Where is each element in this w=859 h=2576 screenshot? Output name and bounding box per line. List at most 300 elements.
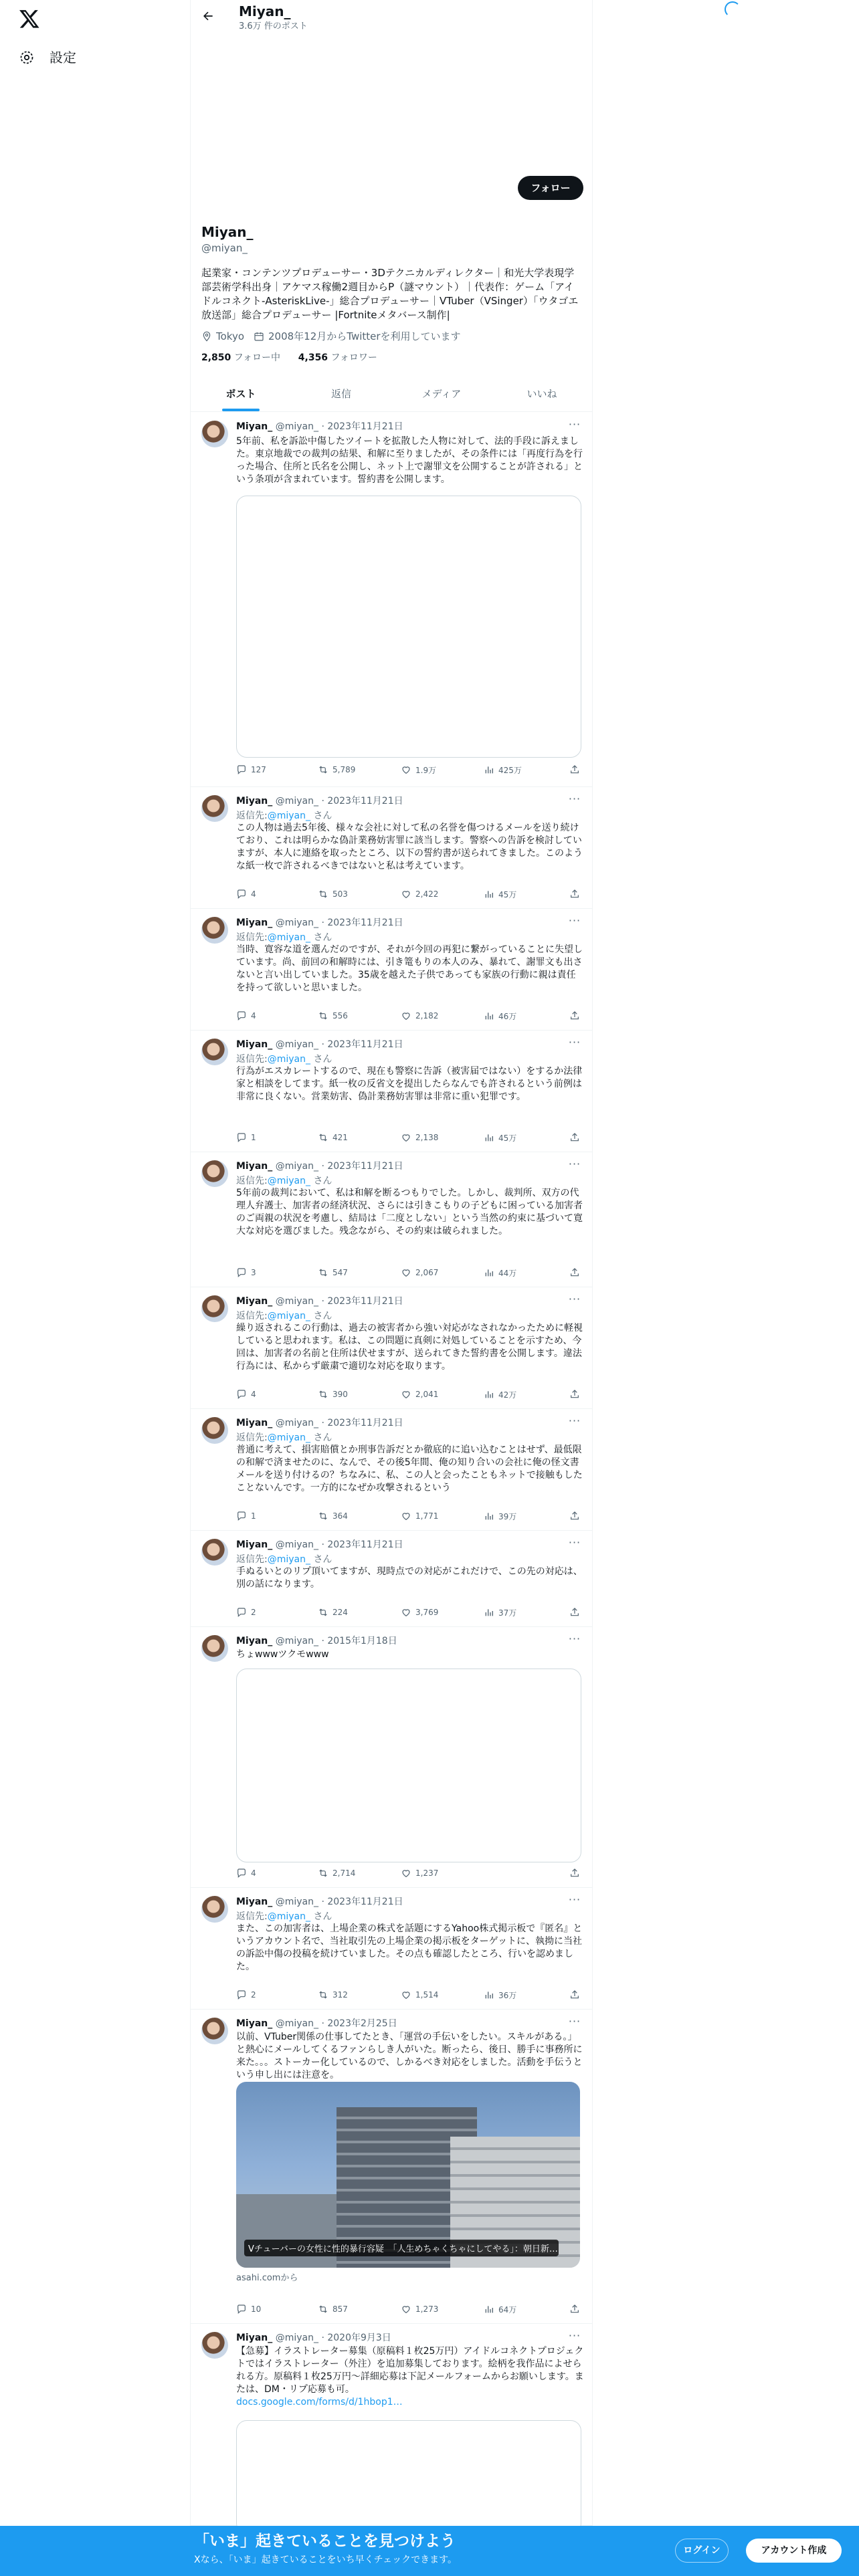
reply-context bbox=[236, 1309, 332, 1322]
heart-icon bbox=[401, 889, 411, 899]
signup-banner-title: 「いま」起きていることを見つけよう bbox=[194, 2533, 456, 2550]
retweet-icon bbox=[318, 1389, 328, 1400]
profile-header-bar bbox=[191, 0, 592, 35]
tweet-separator: · bbox=[318, 1636, 328, 1646]
reply-suffix: さん bbox=[313, 1311, 332, 1321]
share-icon bbox=[569, 1010, 580, 1021]
profile-name: Miyan_ bbox=[201, 224, 254, 240]
tweet-text: 5年前、私を訴訟中傷したツイートを拡散した人物に対して、法的手段に訴えました。東京地裁での裁判の結果、和解に至りましたが、その条件には「再度行為を行った場合、住所と氏名を公開し、ネット上で謝罪文を公開することが許される」という条項が含まれています。誓約書を公開します。 bbox=[236, 436, 583, 485]
more-options-icon[interactable]: ··· bbox=[568, 1158, 581, 1170]
reply-button[interactable] bbox=[236, 1009, 256, 1023]
like-button[interactable] bbox=[401, 1866, 438, 1880]
reply-button[interactable] bbox=[236, 763, 266, 776]
share-icon bbox=[569, 1868, 580, 1879]
tweet[interactable] bbox=[191, 1531, 592, 1627]
reply-prefix: 返信先: bbox=[236, 1176, 268, 1186]
share-icon bbox=[569, 1511, 580, 1521]
tweet-date[interactable]: 2023年11月21日 bbox=[327, 918, 403, 928]
tweet-author-handle[interactable]: @miyan_ bbox=[275, 1161, 318, 1172]
tweet-author-handle[interactable]: @miyan_ bbox=[275, 1636, 318, 1646]
link-card[interactable] bbox=[236, 2082, 581, 2269]
share-icon bbox=[569, 1607, 580, 1618]
following-count: 2,850 bbox=[201, 352, 231, 363]
heart-icon bbox=[401, 1132, 411, 1143]
reply-to-handle[interactable]: @miyan_ bbox=[267, 1311, 310, 1321]
tweet-author-handle[interactable]: @miyan_ bbox=[275, 1897, 318, 1907]
tweet-header bbox=[236, 795, 403, 807]
tweet-text: 以前、VTuber関係の仕事してたとき、「運営の手伝いをしたい。スキルがある。」と熱心にメールしてくるファンらしき人がいた。断ったら、後日、勝手に事務所に来た。。。ストーカー化しているので、しかるべき対応をしました。活動を手伝うという申し出には注意を。 bbox=[236, 2032, 583, 2080]
reply-count: 2 bbox=[251, 1608, 256, 1617]
reply-context bbox=[236, 1174, 332, 1187]
tweet-header bbox=[236, 421, 403, 433]
retweet-button[interactable] bbox=[318, 1388, 348, 1401]
share-button[interactable] bbox=[569, 1131, 584, 1144]
reply-prefix: 返信先: bbox=[236, 1554, 268, 1565]
heart-icon bbox=[401, 1990, 411, 2000]
tweet-author-name[interactable]: Miyan_ bbox=[236, 2333, 273, 2343]
retweet-count: 312 bbox=[332, 1990, 348, 2000]
avatar[interactable] bbox=[201, 421, 228, 447]
tweet[interactable] bbox=[191, 413, 592, 787]
like-button[interactable] bbox=[401, 1266, 438, 1279]
retweet-button[interactable] bbox=[318, 1606, 348, 1619]
tweet-text: 手ぬるいとのリプ頂いてますが、現時点での対応がこれだけで、この先の対応は、別の話になります。 bbox=[236, 1566, 583, 1590]
retweet-button[interactable] bbox=[318, 1131, 348, 1144]
reply-to-handle[interactable]: @miyan_ bbox=[267, 1911, 310, 1922]
like-count: 1,237 bbox=[415, 1868, 439, 1878]
tweet-separator: · bbox=[318, 2018, 328, 2029]
nav-settings-label: 設定 bbox=[50, 49, 76, 66]
tweet-author-handle[interactable]: @miyan_ bbox=[275, 1418, 318, 1428]
reply-icon bbox=[236, 1010, 247, 1021]
like-button[interactable] bbox=[401, 1388, 438, 1401]
like-count: 2,138 bbox=[415, 1133, 439, 1142]
avatar[interactable] bbox=[201, 1635, 228, 1662]
tweet-date[interactable]: 2023年11月21日 bbox=[327, 1161, 403, 1172]
tweet-author-name[interactable]: Miyan_ bbox=[236, 1296, 273, 1307]
tweet-separator: · bbox=[318, 1039, 328, 1050]
tweet-author-name[interactable]: Miyan_ bbox=[236, 2018, 273, 2029]
reply-icon bbox=[236, 1868, 247, 1879]
retweet-button[interactable] bbox=[318, 763, 355, 776]
like-button[interactable] bbox=[401, 763, 436, 776]
avatar[interactable] bbox=[201, 917, 228, 944]
following-label: フォロー中 bbox=[233, 352, 281, 363]
retweet-count: 364 bbox=[332, 1511, 348, 1521]
reply-context bbox=[236, 1909, 332, 1923]
reply-to-handle[interactable]: @miyan_ bbox=[267, 932, 310, 943]
reply-count: 1 bbox=[251, 1511, 256, 1521]
tweet-separator: · bbox=[318, 918, 328, 928]
left-nav bbox=[0, 0, 189, 2576]
share-button[interactable] bbox=[569, 887, 584, 901]
like-button[interactable] bbox=[401, 2302, 438, 2316]
more-options-icon[interactable]: ··· bbox=[568, 1036, 581, 1049]
like-count: 2,182 bbox=[415, 1011, 439, 1021]
retweet-count: 503 bbox=[332, 889, 348, 899]
followers-count: 4,356 bbox=[298, 352, 328, 363]
followers-link[interactable] bbox=[298, 352, 377, 363]
tweet-text: 5年前の裁判において、私は和解を断るつもりでした。しかし、裁判所、双方の代理人弁護士、加害者の経済状況、さらには引きこもりの子どもに困っている加害者のご両親の状況を考慮し、結局は「二度としない」という当然の約束に基づいて寛大な対応を選びました。残念ながら、その約束は破られました。 bbox=[236, 1188, 583, 1237]
retweet-button[interactable] bbox=[318, 1988, 348, 2002]
view-count: 64万 bbox=[498, 2304, 517, 2315]
reply-button[interactable] bbox=[236, 887, 256, 901]
tweet-author-handle[interactable]: @miyan_ bbox=[275, 1539, 318, 1550]
tweet-author-name[interactable]: Miyan_ bbox=[236, 1039, 273, 1050]
tweet-header bbox=[236, 917, 403, 929]
tweet[interactable] bbox=[191, 1627, 592, 1888]
reply-to-handle[interactable]: @miyan_ bbox=[267, 1432, 310, 1443]
more-options-icon[interactable]: ··· bbox=[568, 1632, 581, 1645]
retweet-button[interactable] bbox=[318, 887, 348, 901]
tweet-date[interactable]: 2023年11月21日 bbox=[327, 1039, 403, 1050]
header-profile-name: Miyan_ bbox=[239, 3, 291, 19]
retweet-icon bbox=[318, 1010, 328, 1021]
more-options-icon[interactable]: ··· bbox=[568, 1536, 581, 1549]
tweet-author-name[interactable]: Miyan_ bbox=[236, 796, 273, 807]
view-count: 36万 bbox=[498, 1990, 517, 2000]
heart-icon bbox=[401, 1607, 411, 1618]
reply-to-handle[interactable]: @miyan_ bbox=[267, 811, 310, 821]
like-count: 2,422 bbox=[415, 889, 439, 899]
tweet-date[interactable]: 2023年11月21日 bbox=[327, 1418, 403, 1428]
tweet-date[interactable]: 2023年11月21日 bbox=[327, 421, 403, 432]
tweet-author-name[interactable]: Miyan_ bbox=[236, 1418, 273, 1428]
reply-icon bbox=[236, 2304, 247, 2315]
share-button[interactable] bbox=[569, 763, 584, 776]
retweet-icon bbox=[318, 1990, 328, 2000]
tweet-separator: · bbox=[318, 1539, 328, 1550]
views-button[interactable] bbox=[484, 2302, 516, 2316]
views-button[interactable] bbox=[484, 1009, 516, 1023]
reply-prefix: 返信先: bbox=[236, 932, 268, 943]
profile-joined: 2008年12月からTwitterを利用しています bbox=[268, 330, 461, 342]
header-post-count: 3.6万 件のポスト bbox=[239, 21, 308, 31]
link-card-source[interactable]: asahi.comから bbox=[236, 2273, 298, 2283]
tab-replies[interactable]: 返信 bbox=[330, 388, 351, 400]
tweet-media[interactable] bbox=[236, 2420, 581, 2534]
retweet-icon bbox=[318, 1132, 328, 1143]
share-button[interactable] bbox=[569, 1509, 584, 1523]
reply-prefix: 返信先: bbox=[236, 1432, 268, 1443]
avatar[interactable] bbox=[201, 1539, 228, 1566]
views-button[interactable] bbox=[484, 1509, 516, 1523]
tweet-actions bbox=[236, 887, 584, 901]
view-count: 45万 bbox=[498, 1133, 517, 1143]
share-icon bbox=[569, 1990, 580, 2000]
share-button[interactable] bbox=[569, 1606, 584, 1619]
tweet[interactable] bbox=[191, 787, 592, 909]
like-button[interactable] bbox=[401, 1009, 438, 1023]
reply-button[interactable] bbox=[236, 1606, 256, 1619]
reply-count: 10 bbox=[251, 2304, 262, 2314]
tab-media[interactable]: メディア bbox=[421, 388, 462, 400]
like-button[interactable] bbox=[401, 1606, 438, 1619]
retweet-count: 390 bbox=[332, 1390, 348, 1399]
tweet-text: 普通に考えて、損害賠償とか刑事告訴だとか徹底的に追い込むことはせず、最低限の和解で済ませたのに、なんで、その後5年間、俺の知り合いの会社に俺の怪文書メールを送り付けるの？ちなみに、私、この人と会ったこともネットで接触もしたことないんです。一方的になぜか攻撃されるという bbox=[236, 1444, 583, 1493]
tweet-link[interactable]: docs.google.com/forms/d/1hbop1… bbox=[236, 2397, 403, 2407]
tweet-author-handle[interactable]: @miyan_ bbox=[275, 421, 318, 432]
reply-button[interactable] bbox=[236, 1509, 256, 1523]
views-button[interactable] bbox=[484, 763, 522, 776]
main-column bbox=[190, 0, 593, 2576]
reply-count: 127 bbox=[251, 765, 266, 774]
back-arrow-icon[interactable] bbox=[201, 9, 215, 23]
following-link[interactable] bbox=[201, 352, 280, 363]
tweet-header bbox=[236, 1295, 403, 1307]
views-button[interactable] bbox=[484, 1266, 516, 1279]
tweet-author-handle[interactable]: @miyan_ bbox=[275, 796, 318, 807]
share-icon bbox=[569, 1267, 580, 1278]
share-icon bbox=[569, 1132, 580, 1143]
view-count: 46万 bbox=[498, 1011, 517, 1021]
tweet-author-name[interactable]: Miyan_ bbox=[236, 1161, 273, 1172]
tweet-separator: · bbox=[318, 796, 328, 807]
retweet-button[interactable] bbox=[318, 1509, 348, 1523]
tweet-text: 【急募】イラストレーター募集（原稿料１枚25万円）アイドルコネクトプロジェクトではイラストレーター（外注）を追加募集しております。絵柄を我作品によせられる方。原稿料１枚25万円〜詳細応募は下記メールフォームからお願いします。または、DM・リプ応募も可。 bbox=[236, 2346, 584, 2395]
avatar[interactable] bbox=[201, 1039, 228, 1065]
tweet-author-name[interactable]: Miyan_ bbox=[236, 918, 273, 928]
like-count: 1.9万 bbox=[415, 765, 437, 775]
views-button[interactable] bbox=[484, 1131, 516, 1144]
tweet-actions bbox=[236, 1388, 584, 1401]
views-button[interactable] bbox=[484, 1388, 516, 1401]
reply-button[interactable] bbox=[236, 1988, 256, 2002]
login-button[interactable]: ログイン bbox=[675, 2539, 729, 2563]
reply-icon bbox=[236, 1132, 247, 1143]
share-button[interactable] bbox=[569, 1009, 584, 1023]
tweet-media[interactable] bbox=[236, 496, 581, 758]
retweet-button[interactable] bbox=[318, 1009, 348, 1023]
tweet-separator: · bbox=[318, 1418, 328, 1428]
tweet-author-name[interactable]: Miyan_ bbox=[236, 1636, 273, 1646]
like-button[interactable] bbox=[401, 1131, 438, 1144]
reply-to-handle[interactable]: @miyan_ bbox=[267, 1554, 310, 1565]
retweet-icon bbox=[318, 764, 328, 775]
reply-icon bbox=[236, 1990, 247, 2000]
bar-chart-icon bbox=[484, 764, 494, 775]
retweet-count: 5,789 bbox=[332, 765, 356, 774]
retweet-count: 556 bbox=[332, 1011, 348, 1021]
more-options-icon[interactable]: ··· bbox=[568, 792, 581, 805]
signup-button[interactable]: アカウント作成 bbox=[746, 2539, 842, 2563]
reply-context bbox=[236, 809, 332, 822]
x-logo-icon[interactable] bbox=[19, 8, 40, 29]
more-options-icon[interactable]: ··· bbox=[568, 418, 581, 431]
tweet-actions bbox=[236, 763, 584, 776]
view-count: 45万 bbox=[498, 889, 517, 899]
tweet[interactable] bbox=[191, 2324, 592, 2526]
like-button[interactable] bbox=[401, 887, 438, 901]
follow-button[interactable]: フォロー bbox=[518, 176, 583, 200]
share-button[interactable] bbox=[569, 1388, 584, 1401]
tweet-date[interactable]: 2015年1月18日 bbox=[327, 1636, 397, 1646]
tweet-author-handle[interactable]: @miyan_ bbox=[275, 1296, 318, 1307]
tweet-header bbox=[236, 2018, 397, 2030]
tweet[interactable] bbox=[191, 1152, 592, 1287]
bar-chart-icon bbox=[484, 1132, 494, 1143]
more-options-icon[interactable]: ··· bbox=[568, 1414, 581, 1427]
like-count: 3,769 bbox=[415, 1608, 439, 1617]
more-options-icon[interactable]: ··· bbox=[568, 1293, 581, 1305]
heart-icon bbox=[401, 2304, 411, 2315]
more-options-icon[interactable]: ··· bbox=[568, 2329, 581, 2342]
tweet-header bbox=[236, 1039, 403, 1051]
tweet-date[interactable]: 2020年9月3日 bbox=[327, 2333, 391, 2343]
tweet[interactable] bbox=[191, 909, 592, 1031]
views-button[interactable] bbox=[484, 1988, 516, 2002]
reply-prefix: 返信先: bbox=[236, 1311, 268, 1321]
more-options-icon[interactable]: ··· bbox=[568, 1893, 581, 1906]
reply-to-handle[interactable]: @miyan_ bbox=[267, 1176, 310, 1186]
retweet-count: 224 bbox=[332, 1608, 348, 1617]
heart-icon bbox=[401, 1267, 411, 1278]
profile-location: Tokyo bbox=[216, 330, 244, 342]
reply-context bbox=[236, 1552, 332, 1566]
retweet-count: 2,714 bbox=[332, 1868, 356, 1878]
tweet-date[interactable]: 2023年2月25日 bbox=[327, 2018, 397, 2029]
tweet-header bbox=[236, 2332, 391, 2344]
tweet-header bbox=[236, 1417, 403, 1429]
tweet-actions bbox=[236, 1988, 584, 2002]
reply-prefix: 返信先: bbox=[236, 1911, 268, 1922]
tweet[interactable] bbox=[191, 1888, 592, 2010]
profile-handle: @miyan_ bbox=[201, 242, 248, 254]
gear-icon bbox=[19, 49, 35, 66]
like-button[interactable] bbox=[401, 1988, 438, 2002]
tweet-text: ちょwwwツクモwww bbox=[236, 1649, 329, 1660]
tweet-actions bbox=[236, 2302, 584, 2316]
reply-icon bbox=[236, 889, 247, 899]
avatar[interactable] bbox=[201, 795, 228, 822]
heart-icon bbox=[401, 1389, 411, 1400]
reply-prefix: 返信先: bbox=[236, 1054, 268, 1065]
share-button[interactable] bbox=[569, 2302, 584, 2316]
reply-suffix: さん bbox=[313, 1176, 332, 1186]
tweet-actions bbox=[236, 1866, 584, 1880]
tweet-date[interactable]: 2023年11月21日 bbox=[327, 1897, 403, 1907]
avatar[interactable] bbox=[201, 1896, 228, 1923]
tweet-actions bbox=[236, 1266, 584, 1279]
reply-button[interactable] bbox=[236, 1388, 256, 1401]
reply-count: 4 bbox=[251, 1011, 256, 1021]
reply-button[interactable] bbox=[236, 1266, 256, 1279]
tweet-author-name[interactable]: Miyan_ bbox=[236, 421, 273, 432]
tweet-header bbox=[236, 1896, 403, 1908]
retweet-count: 421 bbox=[332, 1133, 348, 1142]
signup-banner bbox=[0, 2526, 859, 2576]
reply-suffix: さん bbox=[313, 1054, 332, 1065]
reply-suffix: さん bbox=[313, 1911, 332, 1922]
tweet-text: 繰り返されるこの行動は、過去の被害者から強い対応がなされなかったために軽視していると思われます。私は、この問題に真剣に対処していることを示すため、今回は、加害者の名前と住所は伏せますが、送られてきた誓約書を公開します。違法行為には、私からず厳粛で適切な対応を取ります。 bbox=[236, 1323, 583, 1372]
reply-icon bbox=[236, 1511, 247, 1521]
tweet-author-name[interactable]: Miyan_ bbox=[236, 1897, 273, 1907]
retweet-icon bbox=[318, 2304, 328, 2315]
tweet-date[interactable]: 2023年11月21日 bbox=[327, 1296, 403, 1307]
like-count: 2,041 bbox=[415, 1390, 439, 1399]
tweet[interactable] bbox=[191, 1031, 592, 1152]
tweet-author-handle[interactable]: @miyan_ bbox=[275, 1039, 318, 1050]
retweet-icon bbox=[318, 889, 328, 899]
reply-context bbox=[236, 1430, 332, 1444]
heart-icon bbox=[401, 1868, 411, 1879]
retweet-button[interactable] bbox=[318, 2302, 348, 2316]
tweet-author-handle[interactable]: @miyan_ bbox=[275, 918, 318, 928]
tweet[interactable] bbox=[191, 2010, 592, 2324]
retweet-button[interactable] bbox=[318, 1266, 348, 1279]
views-button[interactable] bbox=[484, 1606, 516, 1619]
followers-label: フォロワー bbox=[330, 352, 377, 363]
tweet-separator: · bbox=[318, 2333, 328, 2343]
bar-chart-icon bbox=[484, 889, 494, 899]
retweet-icon bbox=[318, 1511, 328, 1521]
tweet-author-handle[interactable]: @miyan_ bbox=[275, 2018, 318, 2029]
tweet-separator: · bbox=[318, 1296, 328, 1307]
reply-count: 4 bbox=[251, 1390, 256, 1399]
bar-chart-icon bbox=[484, 1511, 494, 1521]
avatar[interactable] bbox=[201, 2018, 228, 2044]
heart-icon bbox=[401, 1010, 411, 1021]
view-count: 39万 bbox=[498, 1511, 517, 1521]
tweet-actions bbox=[236, 1509, 584, 1523]
reply-count: 4 bbox=[251, 889, 256, 899]
avatar[interactable] bbox=[201, 2332, 228, 2359]
avatar[interactable] bbox=[201, 1160, 228, 1187]
avatar[interactable] bbox=[201, 1417, 228, 1444]
reply-to-handle[interactable]: @miyan_ bbox=[267, 1054, 310, 1065]
profile-follow-stats bbox=[201, 350, 377, 364]
bar-chart-icon bbox=[484, 1607, 494, 1618]
tweet-header bbox=[236, 1635, 397, 1647]
reply-context bbox=[236, 1052, 332, 1065]
share-button[interactable] bbox=[569, 1866, 584, 1880]
share-icon bbox=[569, 764, 580, 775]
tweet-author-name[interactable]: Miyan_ bbox=[236, 1539, 273, 1550]
share-button[interactable] bbox=[569, 1266, 584, 1279]
tweet-date[interactable]: 2023年11月21日 bbox=[327, 796, 403, 807]
avatar[interactable] bbox=[201, 1295, 228, 1322]
nav-settings[interactable] bbox=[19, 47, 76, 68]
tweet-media[interactable] bbox=[236, 1669, 581, 1862]
heart-icon bbox=[401, 764, 411, 775]
like-button[interactable] bbox=[401, 1509, 438, 1523]
reply-button[interactable] bbox=[236, 2302, 261, 2316]
reply-icon bbox=[236, 1607, 247, 1618]
more-options-icon[interactable]: ··· bbox=[568, 2015, 581, 2028]
view-count: 44万 bbox=[498, 1268, 517, 1278]
loading-spinner-icon bbox=[725, 1, 741, 17]
reply-count: 2 bbox=[251, 1990, 256, 2000]
bar-chart-icon bbox=[484, 1267, 494, 1278]
tab-likes[interactable]: いいね bbox=[527, 388, 557, 400]
share-icon bbox=[569, 2304, 580, 2315]
profile-bio: 起業家・コンテンツプロデューサー・3Dテクニカルディレクター｜和光大学表現学部芸術学科出身｜アケマス稼働2週目からP（謎マウント）｜代表作：ゲーム「アイドルコネクト-AsteriskLive-」総合プロデューサー｜VTuber（VSinger）「ウタゴエ放送部」総合プロデューサー |Fortniteメタバース制作| bbox=[201, 267, 579, 321]
more-options-icon[interactable]: ··· bbox=[568, 914, 581, 927]
tweet-author-handle[interactable]: @miyan_ bbox=[275, 2333, 318, 2343]
link-card-title: Vチューバーの女性に性的暴行容疑 「人生めちゃくちゃにしてやる」：朝日新… bbox=[244, 2240, 559, 2256]
tweet-separator: · bbox=[318, 421, 328, 432]
tweet-date[interactable]: 2023年11月21日 bbox=[327, 1539, 403, 1550]
reply-button[interactable] bbox=[236, 1131, 256, 1144]
location-icon bbox=[201, 331, 212, 342]
retweet-button[interactable] bbox=[318, 1866, 355, 1880]
reply-button[interactable] bbox=[236, 1866, 256, 1880]
share-button[interactable] bbox=[569, 1988, 584, 2002]
views-button[interactable] bbox=[484, 887, 516, 901]
tweet[interactable] bbox=[191, 1409, 592, 1531]
tweet[interactable] bbox=[191, 1287, 592, 1409]
tab-posts[interactable]: ポスト bbox=[191, 377, 291, 411]
